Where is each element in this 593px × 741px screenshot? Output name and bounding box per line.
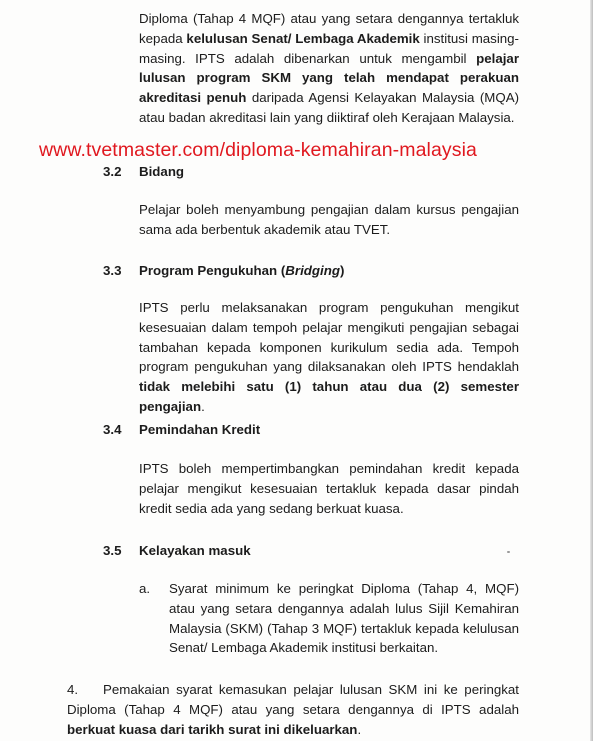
section-3-4-text: IPTS boleh mempertimbangkan pemindahan kredit kepada pelajar mengikut kesesuaian tertakluk kepada dasar pindah kredit sedia ada yang sedang berkuat kuasa. — [139, 461, 519, 516]
section-4-paragraph: 4. Pemakaian syarat kemasukan pelajar lulusan SKM ini ke peringkat Diploma (Tahap 4 MQF) atau yang setara dengannya di IPTS adalah berkuat kuasa dari tarikh surat ini dikeluarkan. — [67, 682, 519, 737]
section-number: 3.4 — [103, 422, 122, 437]
section-3-4-heading — [103, 420, 260, 439]
section-3-2-text: Pelajar boleh menyambung pengajian dalam kursus pengajian sama ada berbentuk akademik atau TVET. — [139, 202, 519, 237]
list-item-text: Syarat minimum ke peringkat Diploma (Tahap 4, MQF) atau yang setara dengannya adalah lulus Sijil Kemahiran Malaysia (SKM) (Tahap 3 MQF) tertakluk kepada kelulusan Senat/ Lembaga Akademik institusi berkaitan. — [169, 581, 519, 656]
bold-berkuat-kuasa: berkuat kuasa dari tarikh surat ini dikeluarkan — [67, 721, 358, 737]
section-title: Program Pengukuhan (Bridging) — [139, 263, 345, 278]
section-number: 3.3 — [103, 263, 122, 278]
list-item — [139, 579, 519, 658]
scan-speck — [507, 551, 510, 553]
section-title: Bidang — [139, 164, 185, 179]
section-number: 4. — [67, 682, 79, 697]
section-3-5-heading — [103, 541, 251, 560]
list-marker: a. — [139, 581, 151, 596]
intro-paragraph: Diploma (Tahap 4 MQF) atau yang setara dengannya tertakluk kepada kelulusan Senat/ Lembaga Akademik institusi masing-masing. IPTS adalah dibenarkan untuk mengambil pelajar lulusan program SKM yang telah mendapat perakuan akreditasi penuh daripada Agensi Kelayakan Malaysia (MQA) atau badan akreditasi lain yang diiktiraf oleh Kerajaan Malaysia. — [139, 11, 519, 125]
bold-skm: pelajar lulusan program SKM yang telah mendapat perakuan akreditasi penuh — [139, 50, 519, 106]
section-title: Kelayakan masuk — [139, 543, 251, 558]
section-3-3-text: IPTS perlu melaksanakan program pengukuhan mengikut kesesuaian dalam tempoh pelajar mengikuti pengajian sebagai tambahan kepada komponen kurikulum sedia ada. Tempoh program pengukuhan yang dilaksanakan oleh IPTS hendaklah tidak melebihi satu (1) tahun atau dua (2) semester pengajian. — [139, 300, 519, 414]
bold-senat: kelulusan Senat/ Lembaga Akademik — [186, 30, 420, 46]
section-title: Pemindahan Kredit — [139, 422, 261, 437]
bold-tempoh: tidak melebihi satu (1) tahun atau dua (2) semester pengajian — [139, 379, 519, 414]
section-3-2-heading — [103, 162, 184, 181]
section-number: 3.2 — [103, 164, 122, 179]
section-3-3-heading — [103, 261, 344, 280]
watermark-url: www.tvetmaster.com/diploma-kemahiran-malaysia — [39, 139, 477, 161]
section-number: 3.5 — [103, 543, 122, 558]
